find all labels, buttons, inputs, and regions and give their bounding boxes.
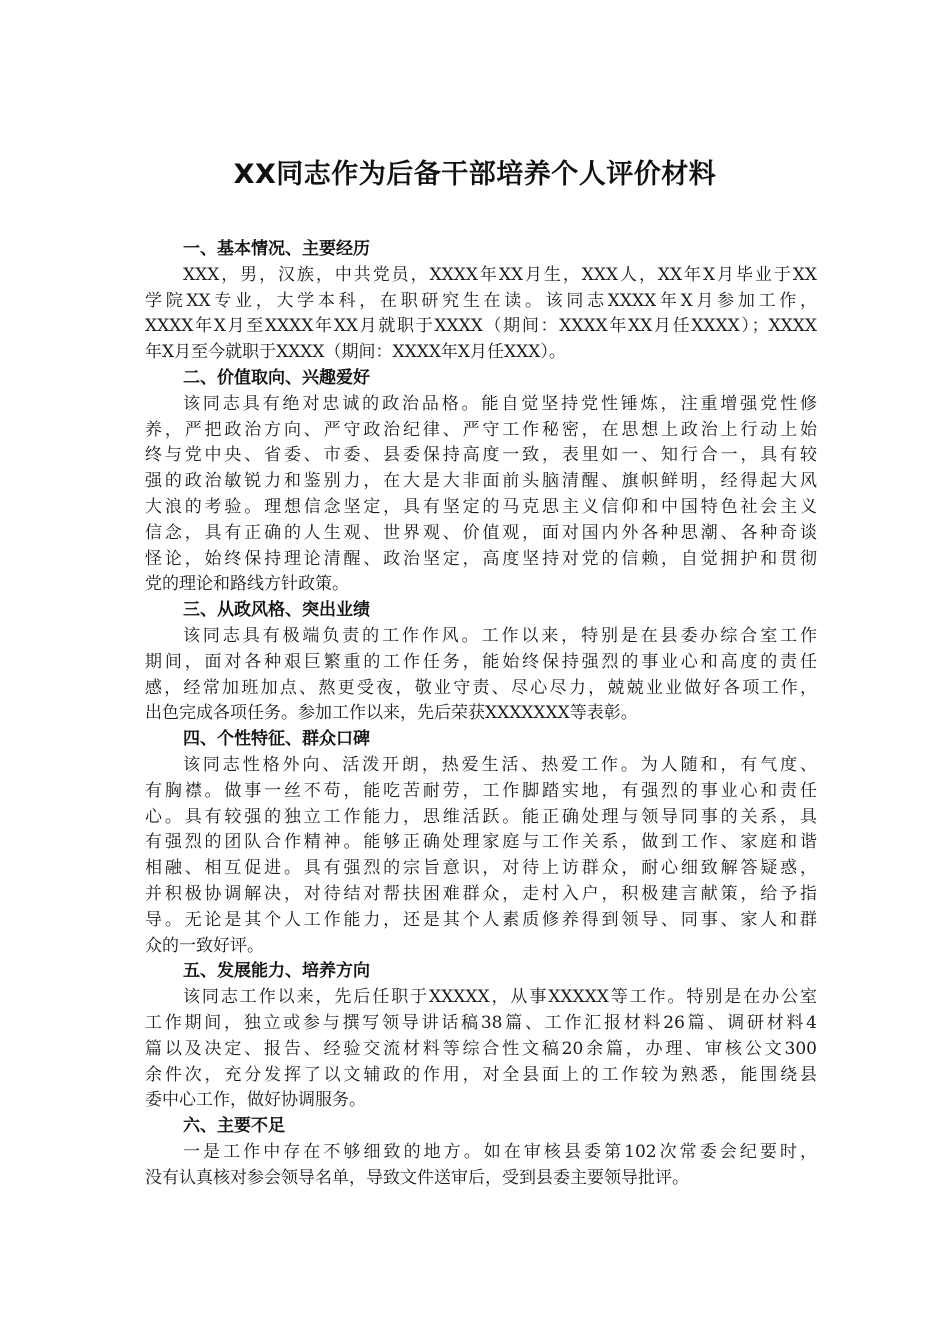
- paragraph-line: 众的一致好评。: [145, 935, 264, 956]
- paragraph-line: 怪论，始终保持理论清醒、政治坚定，高度坚持对党的信赖，自觉拥护和贯彻: [145, 548, 817, 569]
- paragraph-line: 出色完成各项任务。参加工作以来，先后荣获XXXXXXX等表彰。: [145, 703, 638, 724]
- section-heading-shortcomings: 六、主要不足: [183, 1116, 285, 1137]
- document-body: [145, 237, 817, 1191]
- section-paragraph-work-style: [145, 624, 817, 727]
- section-paragraph-development: [145, 985, 817, 1114]
- paragraph-line: 没有认真核对参会领导名单，导致文件送审后，受到县委主要领导批评。: [145, 1167, 689, 1188]
- paragraph-line: 篇以及决定、报告、经验交流材料等综合性文稿20余篇，办理、审核公文300: [145, 1038, 817, 1059]
- paragraph-line: 终与党中央、省委、市委、县委保持高度一致，表里如一、知行合一，具有较: [145, 445, 817, 466]
- paragraph-line: 学院XX专业，大学本科，在职研究生在读。该同志XXXX年X月参加工作，: [145, 290, 817, 311]
- paragraph-line: XXXX年X月至XXXX年XX月就职于XXXX（期间：XXXX年XX月任XXXX）；XXXX: [145, 316, 817, 337]
- paragraph-line: 该同志工作以来，先后任职于XXXXX，从事XXXXX等工作。特别是在办公室: [183, 987, 817, 1008]
- paragraph-line: 委中心工作，做好协调服务。: [145, 1090, 366, 1111]
- paragraph-line: 一是工作中存在不够细致的地方。如在审核县委第102次常委会纪要时，: [183, 1141, 817, 1162]
- paragraph-line: 工作期间，独立或参与撰写领导讲话稿38篇、工作汇报材料26篇、调研材料4: [145, 1012, 818, 1033]
- paragraph-line: 大浪的考验。理想信念坚定，具有坚定的马克思主义信仰和中国特色社会主义: [145, 496, 817, 517]
- paragraph-line: 该同志性格外向、活泼开朗，热爱生活、热爱工作。为人随和，有气度、: [183, 754, 817, 775]
- paragraph-line: 并积极协调解决，对待结对帮扶困难群众，走村入户，积极建言献策，给予指: [145, 883, 817, 904]
- paragraph-line: 信念，具有正确的人生观、世界观、价值观，面对国内外各种思潮、各种奇谈: [145, 522, 817, 543]
- paragraph-line: 有强烈的团队合作精神。能够正确处理家庭与工作关系，做到工作、家庭和谐: [145, 832, 817, 853]
- paragraph-line: 有胸襟。做事一丝不苟，能吃苦耐劳，工作脚踏实地，有强烈的事业心和责任: [145, 780, 817, 801]
- paragraph-line: XXX，男，汉族，中共党员，XXXX年XX月生，XXX人，XX年X月毕业于XX: [183, 264, 817, 285]
- paragraph-line: 感，经常加班加点、熬更受夜，敬业守责、尽心尽力，兢兢业业做好各项工作，: [145, 677, 817, 698]
- section-heading-work-style: 三、从政风格、突出业绩: [183, 600, 370, 621]
- paragraph-line: 该同志具有绝对忠诚的政治品格。能自觉坚持党性锤炼，注重增强党性修: [183, 393, 817, 414]
- section-paragraph-personality: [145, 753, 817, 959]
- paragraph-line: 期间，面对各种艰巨繁重的工作任务，能始终保持强烈的事业心和高度的责任: [145, 651, 817, 672]
- section-heading-personality: 四、个性特征、群众口碑: [183, 729, 370, 750]
- paragraph-line: 党的理论和路线方针政策。: [145, 574, 349, 595]
- paragraph-line: 心。具有较强的独立工作能力，思维活跃。能正确处理与领导同事的关系，具: [145, 806, 817, 827]
- paragraph-line: 余件次，充分发挥了以文辅政的作用，对全县面上的工作较为熟悉，能围绕县: [145, 1064, 817, 1085]
- section-paragraph-values-interests: [145, 392, 817, 598]
- paragraph-line: 强的政治敏锐力和鉴别力，在大是大非面前头脑清醒、旗帜鲜明，经得起大风: [145, 471, 817, 492]
- section-heading-basic-info: 一、基本情况、主要经历: [183, 239, 370, 259]
- section-heading-development: 五、发展能力、培养方向: [183, 961, 370, 982]
- section-paragraph-basic-info: [145, 263, 817, 366]
- document-title: XX同志作为后备干部培养个人评价材料: [233, 159, 717, 190]
- paragraph-line: 养，严把政治方向、严守政治纪律、严守工作秘密，在思想上政治上行动上始: [145, 419, 817, 440]
- paragraph-line: 相融、相互促进。具有强烈的宗旨意识，对待上访群众，耐心细致解答疑惑，: [145, 858, 817, 879]
- section-paragraph-shortcomings: [145, 1140, 817, 1192]
- section-heading-values-interests: 二、价值取向、兴趣爱好: [183, 367, 370, 388]
- paragraph-line: 导。无论是其个人工作能力，还是其个人素质修养得到领导、同事、家人和群: [145, 909, 817, 930]
- paragraph-line: 年X月至今就职于XXXX（期间：XXXX年X月任XXX）。: [145, 342, 566, 363]
- paragraph-line: 该同志具有极端负责的工作作风。工作以来，特别是在县委办综合室工作: [183, 625, 817, 646]
